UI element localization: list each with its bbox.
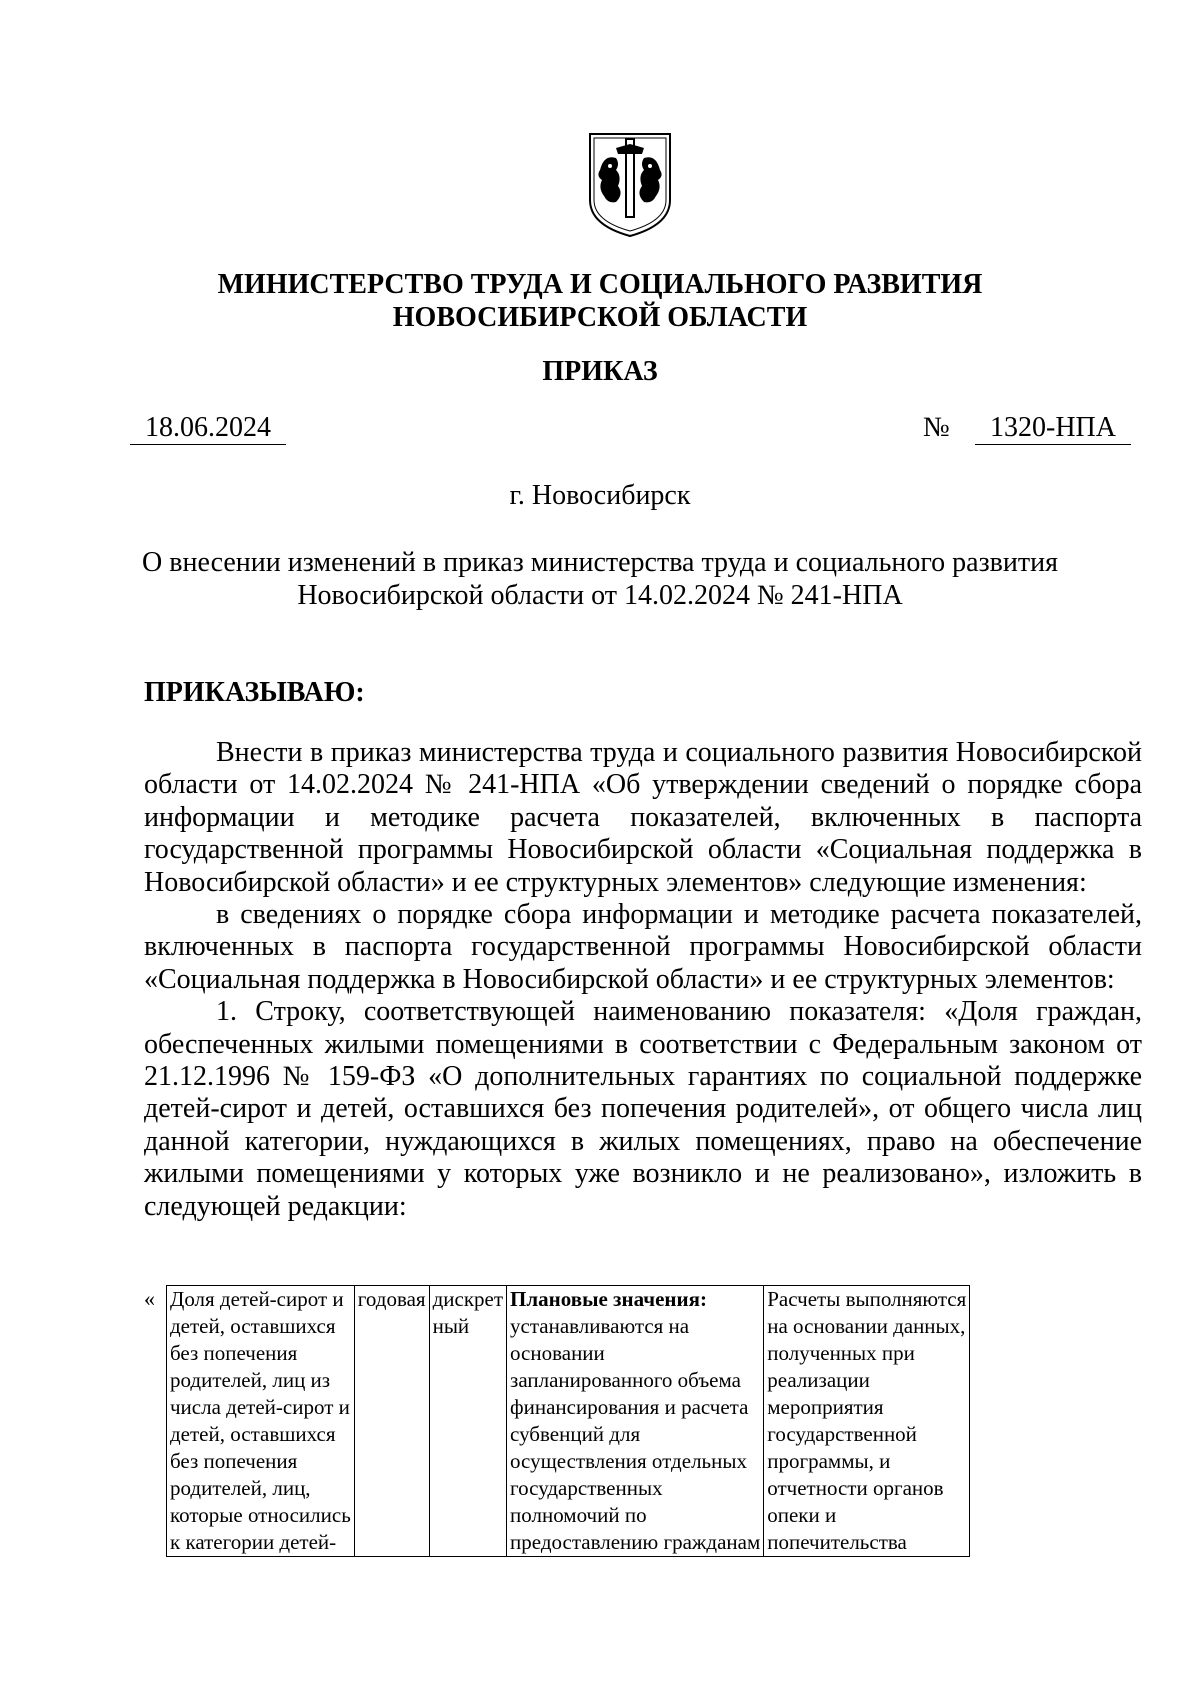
subject-line1: О внесении изменений в приказ министерства труда и социального развития xyxy=(142,547,1058,578)
paragraph-2: в сведениях о порядке сбора информации и методике расчета показателей, включенных в паспорта государственной программы Новосибирской области «Социальная поддержка в Новосибирской области» и ее структурных элементов: xyxy=(144,899,1142,995)
subject-line2: Новосибирской области от 14.02.2024 № 241-НПА xyxy=(297,580,903,611)
open-quote: « xyxy=(144,1286,155,1311)
indicator-table xyxy=(166,1285,970,1557)
cell-calculation-method: Плановые значения: устанавливаются на основании запланированного объема финансирования и расчета субвенций для осуществления отдельных государственных полномочий по предоставлению гражданам xyxy=(507,1286,764,1557)
ministry-name xyxy=(0,268,1200,334)
order-date: 18.06.2024 xyxy=(130,412,286,445)
city: г. Новосибирск xyxy=(509,480,691,511)
table-row xyxy=(167,1286,970,1557)
cell-indicator-name: Доля детей-сирот и детей, оставшихся без попечения родителей, лиц из числа детей-сирот и детей, оставшихся без попечения родителей, лиц, которые относились к категории детей- xyxy=(167,1286,355,1557)
coat-of-arms-icon xyxy=(586,130,674,240)
cell-data-source: Расчеты выполняются на основании данных, полученных при реализации мероприятия государственной программы, и отчетности органов опеки и попечительства xyxy=(764,1286,970,1557)
number-sign: № xyxy=(923,412,950,443)
cell-indicator-type: дискрет ный xyxy=(429,1286,506,1557)
ministry-name-line2: НОВОСИБИРСКОЙ ОБЛАСТИ xyxy=(392,302,808,333)
order-number: 1320-НПА xyxy=(975,412,1131,445)
order-directive-heading: ПРИКАЗЫВАЮ: xyxy=(144,677,365,708)
order-body xyxy=(144,737,1142,1223)
order-subject xyxy=(0,546,1200,612)
document-type: ПРИКАЗ xyxy=(542,356,658,387)
ministry-name-line1: МИНИСТЕРСТВО ТРУДА И СОЦИАЛЬНОГО РАЗВИТИЯ xyxy=(217,269,983,300)
planned-values-title: Плановые значения: xyxy=(510,1287,707,1311)
cell-periodicity: годовая xyxy=(354,1286,429,1557)
paragraph-1: Внести в приказ министерства труда и социального развития Новосибирской области от 14.02.2024 № 241-НПА «Об утверждении сведений о порядке сбора информации и методике расчета показателей, включенных в паспорта государственной программы Новосибирской области «Социальная поддержка в Новосибирской области» и ее структурных элементов» следующие изменения: xyxy=(144,737,1142,898)
paragraph-3: 1. Строку, соответствующей наименованию показателя: «Доля граждан, обеспеченных жилыми помещениями в соответствии с Федеральным законом от 21.12.1996 № 159-ФЗ «О дополнительных гарантиях по социальной поддержке детей-сирот и детей, оставшихся без попечения родителей», от общего числа лиц данной категории, нуждающихся в жилых помещениях, право на обеспечение жилыми помещениями у которых уже возникло и не реализовано», изложить в следующей редакции: xyxy=(144,996,1142,1222)
